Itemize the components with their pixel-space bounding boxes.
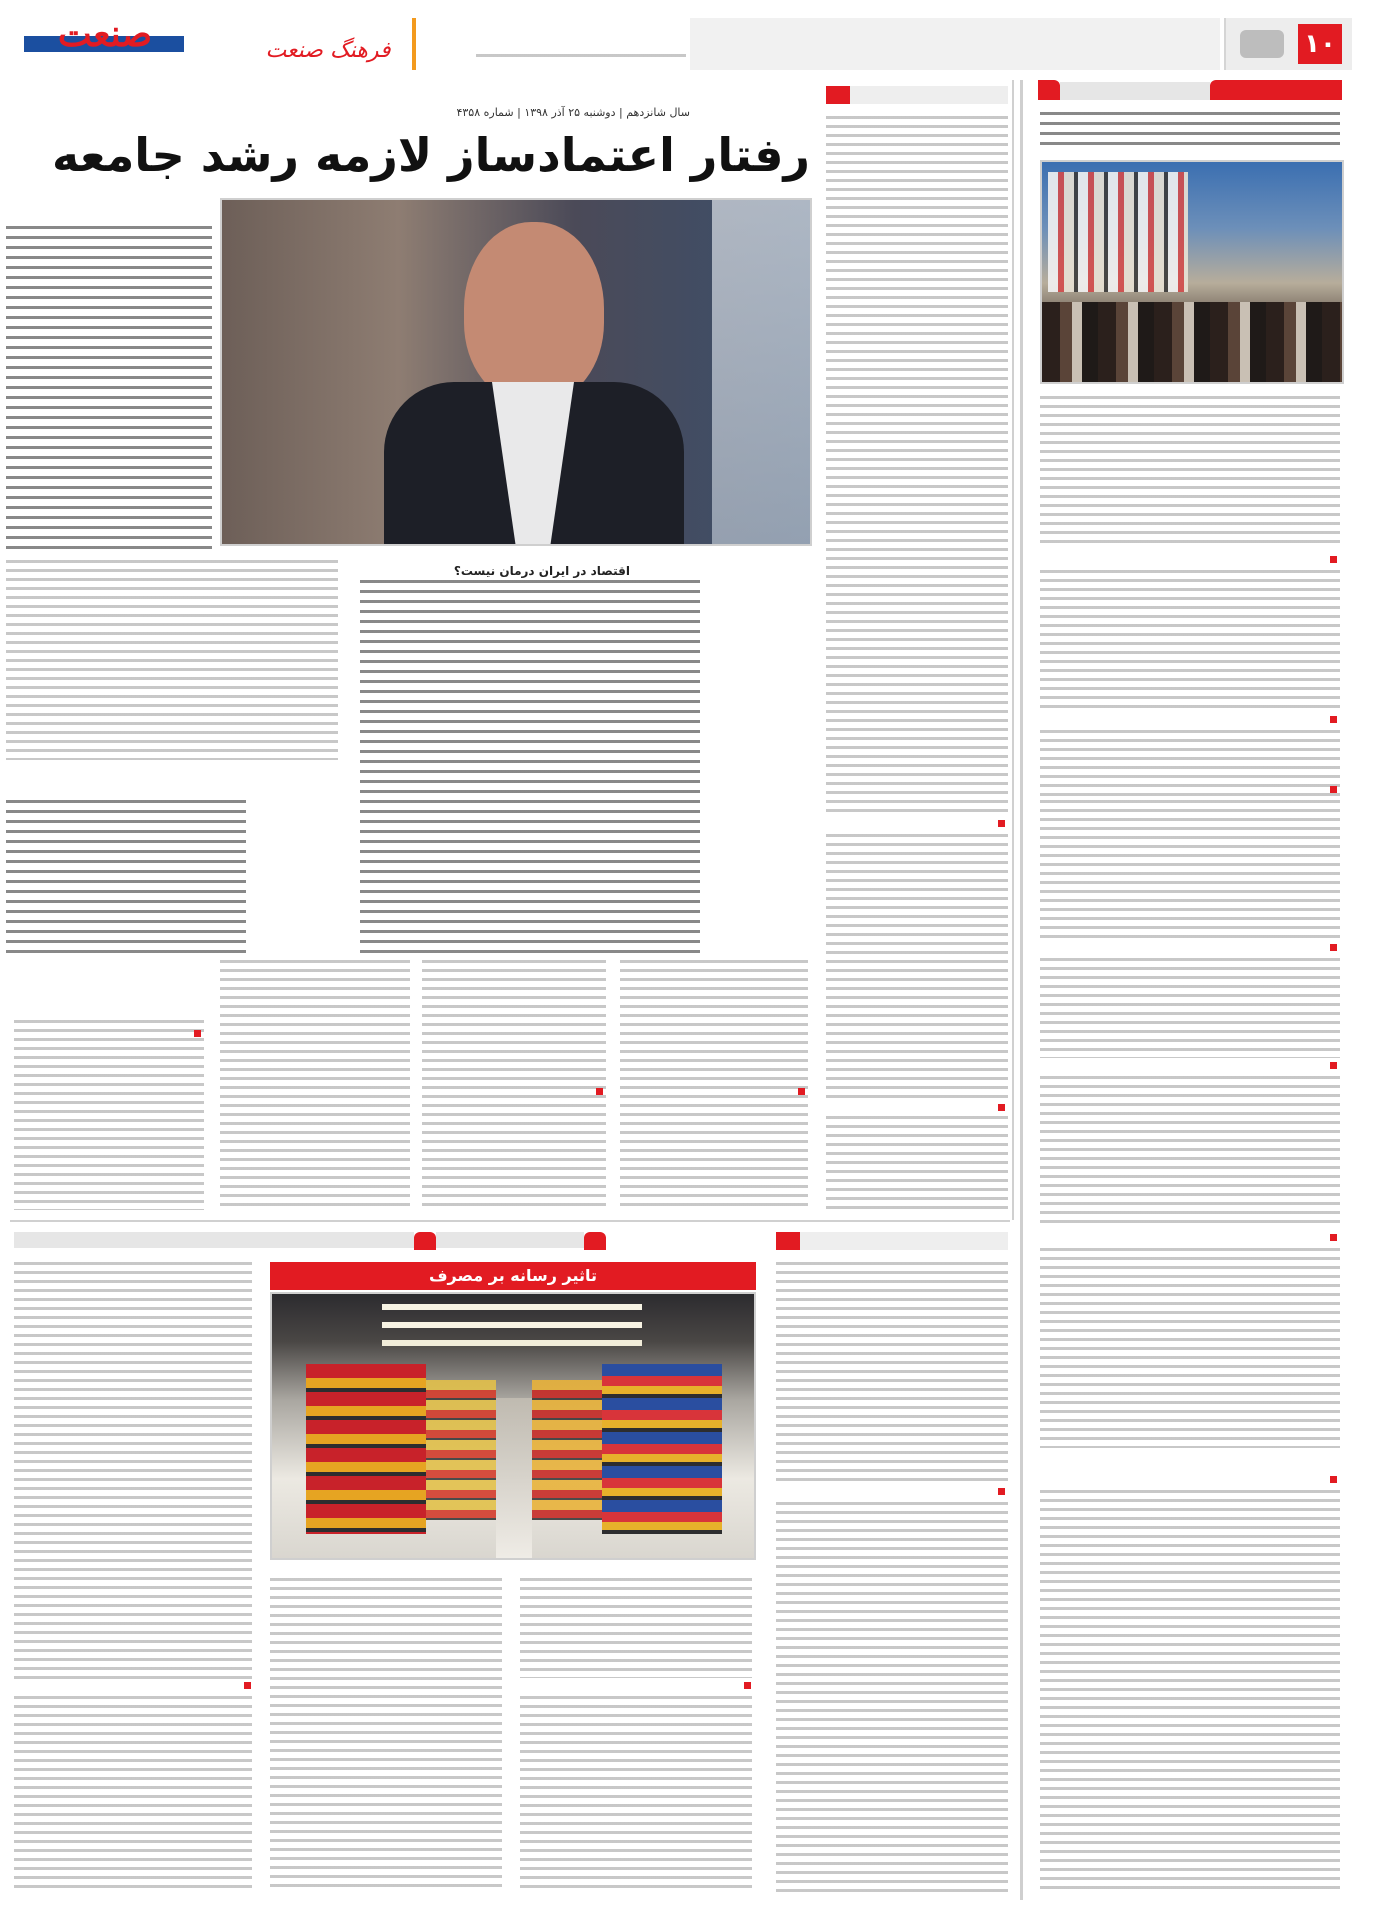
paragraph-marker bbox=[1330, 1234, 1337, 1241]
lead-quote-text bbox=[360, 580, 700, 960]
paragraph-marker bbox=[1330, 786, 1337, 793]
market-photo bbox=[1040, 160, 1344, 384]
page-number-box bbox=[1224, 18, 1352, 70]
bottom-section-tab bbox=[584, 1232, 606, 1250]
column-text bbox=[422, 960, 606, 1210]
column-text bbox=[270, 1578, 502, 1892]
right-column-text bbox=[1040, 1490, 1340, 1890]
right-column-text bbox=[1040, 730, 1340, 800]
right-column-caption bbox=[1040, 112, 1340, 152]
right-column-text bbox=[1040, 1076, 1340, 1226]
column-text bbox=[520, 1696, 752, 1892]
store-aisle bbox=[496, 1398, 532, 1558]
newspaper-logo bbox=[24, 13, 184, 62]
supermarket-photo bbox=[270, 1292, 756, 1560]
right-column-text bbox=[1040, 800, 1340, 940]
right-column-text bbox=[1040, 958, 1340, 1058]
right-column-text bbox=[1040, 570, 1340, 710]
ceiling-lights bbox=[382, 1304, 642, 1310]
paragraph-marker bbox=[998, 1488, 1005, 1495]
right-column-text bbox=[1040, 396, 1340, 546]
paragraph-marker bbox=[998, 820, 1005, 827]
lead-subhead: اقتصاد در ایران درمان نیست؟ bbox=[453, 564, 630, 578]
bottom-section-header bbox=[436, 1232, 584, 1248]
paragraph-marker bbox=[194, 1030, 201, 1037]
column-text bbox=[14, 1262, 252, 1682]
bottom-section-header bbox=[14, 1232, 414, 1248]
paragraph-marker bbox=[798, 1088, 805, 1095]
paragraph-marker bbox=[1330, 1476, 1337, 1483]
photo-right-panel bbox=[712, 200, 810, 544]
column-text bbox=[14, 1020, 204, 1210]
paragraph-marker bbox=[596, 1088, 603, 1095]
lead-headline: رفتار اعتمادساز لازمه رشد جامعه bbox=[51, 128, 810, 182]
bottom-section-tab bbox=[414, 1232, 436, 1250]
top-strip bbox=[0, 6, 1350, 72]
section-icon bbox=[1240, 30, 1284, 58]
bottom-right-header bbox=[776, 1232, 1008, 1250]
lead-body-text-left bbox=[6, 560, 338, 760]
masthead-band bbox=[690, 18, 1220, 70]
right-column-tab bbox=[1210, 80, 1342, 100]
opinion-icon bbox=[776, 1232, 800, 1250]
lead-body-text-mid bbox=[6, 800, 246, 960]
opinion-icon bbox=[826, 86, 850, 104]
opinion-text bbox=[826, 116, 1008, 816]
right-column-tab bbox=[1038, 80, 1060, 100]
store-shelf-left-inner bbox=[426, 1380, 496, 1520]
market-crowd bbox=[1042, 302, 1342, 382]
issue-line: سال شانزدهم | دوشنبه ۲۵ آذر ۱۳۹۸ | شماره ۴۳۵۸ bbox=[456, 106, 690, 119]
paragraph-marker bbox=[244, 1682, 251, 1689]
paragraph-marker bbox=[1330, 556, 1337, 563]
feature-title: تاثیر رسانه بر مصرف bbox=[270, 1262, 756, 1290]
portrait-face bbox=[464, 222, 604, 402]
store-shelf-right-inner bbox=[532, 1380, 602, 1520]
column-text bbox=[14, 1696, 252, 1892]
masthead-divider bbox=[412, 18, 416, 70]
column-text bbox=[776, 1502, 1008, 1892]
column-text bbox=[220, 960, 410, 1210]
column-text bbox=[520, 1578, 752, 1678]
column-text bbox=[620, 960, 808, 1210]
paragraph-marker bbox=[1330, 716, 1337, 723]
store-shelf-left bbox=[306, 1364, 426, 1534]
market-clothes bbox=[1048, 172, 1188, 292]
right-column-text bbox=[1040, 1248, 1340, 1448]
page-number: ۱۰ bbox=[1298, 24, 1342, 64]
logo-text: صنعت bbox=[57, 13, 153, 55]
lead-intro-text bbox=[6, 226, 212, 556]
column-text bbox=[776, 1262, 1008, 1482]
opinion-header bbox=[826, 86, 1008, 104]
paragraph-marker bbox=[1330, 1062, 1337, 1069]
column-rule bbox=[1012, 80, 1014, 1220]
opinion-text bbox=[826, 834, 1008, 1104]
right-column-header bbox=[1060, 82, 1210, 100]
paragraph-marker bbox=[998, 1104, 1005, 1111]
section-rule bbox=[10, 1220, 1010, 1222]
paragraph-marker bbox=[1330, 944, 1337, 951]
lead-photo bbox=[220, 198, 812, 546]
section-title: فرهنگ صنعت bbox=[265, 38, 391, 63]
column-rule bbox=[1020, 80, 1023, 1900]
paragraph-marker bbox=[744, 1682, 751, 1689]
store-shelf-right bbox=[602, 1364, 722, 1534]
opinion-text bbox=[826, 1116, 1008, 1210]
